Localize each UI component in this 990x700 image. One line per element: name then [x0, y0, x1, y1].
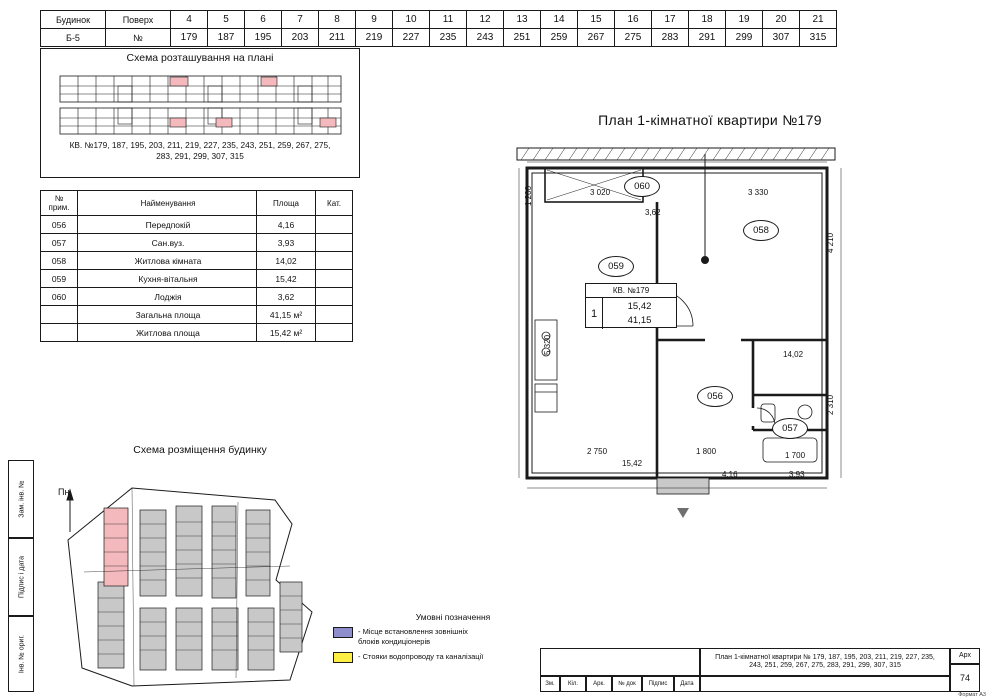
room-area: 3,62	[257, 288, 316, 306]
apartment-total-area: 41,15	[627, 314, 652, 326]
total-number-blank	[41, 324, 78, 342]
legend-text-ac	[358, 627, 468, 647]
floor-cell: 20	[763, 11, 800, 29]
col-zm: Зм.	[540, 676, 560, 692]
table-row	[41, 270, 353, 288]
col-header-category: Кат.	[316, 191, 353, 216]
room-name: Лоджія	[78, 288, 257, 306]
number-label: №	[106, 29, 171, 47]
apartment-list-line2: 283, 291, 299, 307, 315	[156, 151, 244, 161]
legend-item	[333, 627, 563, 647]
room-number: 058	[41, 252, 78, 270]
margin-label-inv: Інв. № ориг.	[18, 634, 26, 674]
floor-cell: 18	[689, 11, 726, 29]
apt-cell: 219	[356, 29, 393, 47]
sheet-title-line1: План 1-кімнатної квартири № 179, 187, 195, 203, 211, 219, 227, 235,	[715, 654, 935, 661]
margin-cell-2	[8, 538, 34, 616]
total-area: 15,42 м²	[257, 324, 316, 342]
floor-label: Поверх	[106, 11, 171, 29]
dim-left-2: 5 320	[543, 334, 552, 355]
apartment-plan-drawing	[505, 140, 905, 520]
room-number-058: 058	[743, 220, 779, 241]
sheet-title-line2: 243, 251, 259, 267, 275, 283, 291, 299, 307, 315	[749, 662, 901, 669]
revision-area	[540, 648, 700, 676]
left-margin-stamp	[8, 460, 34, 692]
apt-cell: 251	[504, 29, 541, 47]
apt-cell: 187	[208, 29, 245, 47]
apt-cell: 291	[689, 29, 726, 47]
room-number: 057	[41, 234, 78, 252]
legend-swatch-ac	[333, 627, 353, 638]
col-header-area: Площа	[257, 191, 316, 216]
room-number-056: 056	[697, 386, 733, 407]
apt-cell: 179	[171, 29, 208, 47]
room-number-059: 059	[598, 256, 634, 277]
total-name: Загальна площа	[78, 306, 257, 324]
apt-cell: 235	[430, 29, 467, 47]
area-060: 3,62	[645, 208, 661, 217]
room-area: 15,42	[257, 270, 316, 288]
margin-label-signdate: Підпис і дата	[18, 555, 26, 599]
table-row-total	[41, 324, 353, 342]
room-category	[316, 216, 353, 234]
room-name: Житлова кімната	[78, 252, 257, 270]
dim-bottom-3: 1 700	[785, 451, 806, 460]
floor-cell: 4	[171, 11, 208, 29]
dim-right-2: 2 310	[826, 394, 835, 415]
table-row	[41, 11, 837, 29]
apt-cell: 211	[319, 29, 356, 47]
area-058: 14,02	[783, 350, 804, 359]
margin-cell-3	[8, 616, 34, 692]
room-category	[316, 270, 353, 288]
room-number: 056	[41, 216, 78, 234]
margin-label-zam: Зам. інв. №	[18, 480, 26, 518]
site-plan	[40, 462, 370, 692]
total-category-blank	[316, 306, 353, 324]
building-code: Б-5	[41, 29, 106, 47]
north-label: Пн	[58, 487, 70, 497]
table-row	[41, 288, 353, 306]
site-scheme-title: Схема розміщення будинку	[133, 444, 267, 456]
apartment-living-area: 15,42	[627, 300, 652, 312]
table-row-total	[41, 306, 353, 324]
legend-swatch-risers	[333, 652, 353, 663]
room-area: 14,02	[257, 252, 316, 270]
room-number: 059	[41, 270, 78, 288]
apartment-plan-title: План 1-кімнатної квартири №179	[598, 112, 822, 128]
room-area: 3,93	[257, 234, 316, 252]
table-row	[41, 216, 353, 234]
apt-cell: 267	[578, 29, 615, 47]
apt-cell: 299	[726, 29, 763, 47]
floor-cell: 13	[504, 11, 541, 29]
legend-text-risers: - Стояки водопроводу та каналізації	[358, 652, 484, 661]
floor-cell: 11	[430, 11, 467, 29]
col-ark: Арк.	[586, 676, 612, 692]
floor-cell: 5	[208, 11, 245, 29]
legend-title: Умовні позначення	[415, 612, 491, 622]
legend	[333, 612, 563, 663]
apt-cell: 227	[393, 29, 430, 47]
room-name: Сан.вуз.	[78, 234, 257, 252]
total-name: Житлова площа	[78, 324, 257, 342]
floor-cell: 19	[726, 11, 763, 29]
floor-cell: 9	[356, 11, 393, 29]
room-number: 060	[41, 288, 78, 306]
sheet-number: 74	[950, 664, 980, 692]
dim-top-1: 3 020	[590, 188, 611, 197]
format-note: Формат А3	[958, 692, 986, 698]
col-header-name: Найменування	[78, 191, 257, 216]
legend-item	[333, 652, 563, 663]
floor-cell: 21	[800, 11, 837, 29]
floor-cell: 15	[578, 11, 615, 29]
apt-cell: 307	[763, 29, 800, 47]
col-ndoc: № док	[612, 676, 642, 692]
floor-cell: 6	[245, 11, 282, 29]
floor-cell: 14	[541, 11, 578, 29]
building-label: Будинок	[41, 11, 106, 29]
apt-cell: 203	[282, 29, 319, 47]
total-number-blank	[41, 306, 78, 324]
margin-cell-1	[8, 460, 34, 538]
dim-top-2: 3 330	[748, 188, 769, 197]
apartment-label-title: КВ. №179	[586, 284, 676, 298]
col-data: Дата	[674, 676, 700, 692]
dim-right-1: 4 210	[826, 232, 835, 253]
apt-cell: 315	[800, 29, 837, 47]
stage-label: Арх	[950, 648, 980, 664]
col-kil: Кіл.	[560, 676, 586, 692]
table-row	[41, 234, 353, 252]
apt-cell: 243	[467, 29, 504, 47]
title-block	[540, 648, 980, 692]
room-schedule-table	[40, 190, 353, 342]
room-name: Передпокій	[78, 216, 257, 234]
sheet-title-spacer	[700, 676, 950, 692]
floor-cell: 16	[615, 11, 652, 29]
apartment-list	[42, 140, 358, 162]
floor-cell: 10	[393, 11, 430, 29]
room-category	[316, 252, 353, 270]
room-number-057: 057	[772, 418, 808, 439]
room-area: 4,16	[257, 216, 316, 234]
apt-cell: 259	[541, 29, 578, 47]
legend-text-line2: блоків кондиціонерів	[358, 637, 431, 646]
apartment-list-line1: КВ. №179, 187, 195, 203, 211, 219, 227, 235, 243, 251, 259, 267, 275,	[69, 140, 331, 150]
sheet-title	[700, 648, 950, 676]
apt-cell: 195	[245, 29, 282, 47]
room-number-060: 060	[624, 176, 660, 197]
dim-bottom-2: 1 800	[696, 447, 717, 456]
floor-cell: 17	[652, 11, 689, 29]
total-category-blank	[316, 324, 353, 342]
dim-left-1: 1 200	[524, 185, 533, 206]
table-row	[41, 29, 837, 47]
dim-bottom-1: 2 750	[587, 447, 608, 456]
apartment-label-box	[585, 283, 677, 328]
total-area: 41,15 м²	[257, 306, 316, 324]
floor-cell: 7	[282, 11, 319, 29]
apt-cell: 275	[615, 29, 652, 47]
area-059: 15,42	[622, 459, 643, 468]
table-row	[41, 252, 353, 270]
mini-floor-plan	[58, 72, 343, 138]
col-pidpys: Підпис	[642, 676, 674, 692]
legend-text-line1: - Місце встановлення зовнішніх	[358, 627, 468, 636]
table-header-row	[41, 191, 353, 216]
floor-cell: 12	[467, 11, 504, 29]
room-category	[316, 288, 353, 306]
apt-cell: 283	[652, 29, 689, 47]
area-057: 3,93	[789, 470, 805, 479]
room-category	[316, 234, 353, 252]
plan-scheme-title: Схема розташування на плані	[126, 52, 274, 64]
col-header-number: № прим.	[41, 191, 78, 216]
area-056: 4,16	[722, 470, 738, 479]
floor-cell: 8	[319, 11, 356, 29]
apartment-room-count: 1	[586, 298, 603, 329]
room-name: Кухня-вітальня	[78, 270, 257, 288]
floor-numbers-table	[40, 10, 837, 47]
